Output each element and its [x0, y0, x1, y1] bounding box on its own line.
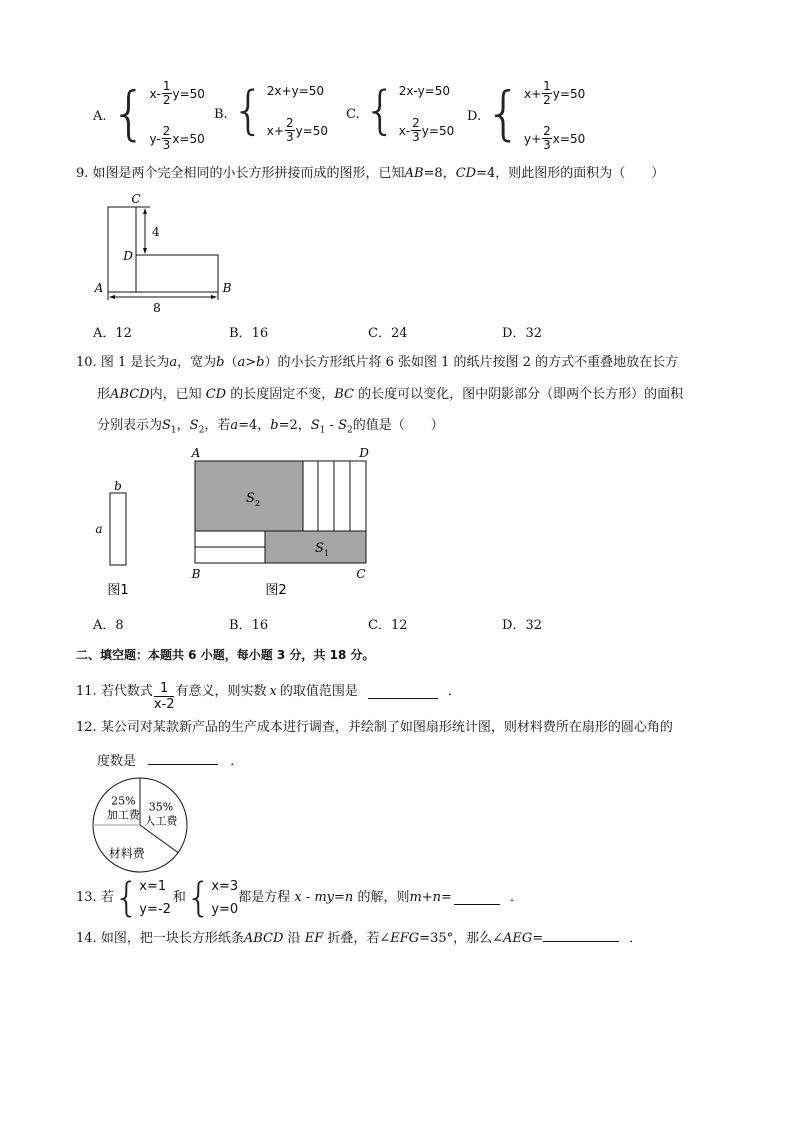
system-1: x=1 y=-2 [139, 879, 171, 917]
label-d: D [123, 249, 133, 263]
q9-option-c[interactable]: C．24 [368, 326, 408, 341]
q10-stem-line2: 形ABCD内，已知 CD 的长度固定不变，BC 的长度可以变化，图中阴影部分（即两个长方形）的面积 [97, 387, 684, 402]
q10-stem-line3: 分别表示为$S_1$，$S_2$，若a=4，b=2，$S_1 - S_2$的值是（ ） [97, 418, 444, 436]
q8-option-d [467, 80, 585, 152]
equation: y- $\frac{2}{3}$ x=50 [149, 124, 205, 152]
strip [350, 461, 366, 531]
q10-option-c[interactable]: C．12 [368, 618, 408, 633]
brace-icon: { [231, 81, 265, 141]
label-b: B [222, 281, 232, 295]
q9-option-a[interactable]: A．12 [93, 326, 132, 341]
label-s2: S [246, 491, 255, 506]
pie-slice-percent: 35% [148, 800, 174, 814]
caption-fig2: 图2 [265, 583, 287, 598]
equation: 2x-y=50 [398, 84, 450, 98]
equation: y+ $\frac{2}{3}$ x=50 [524, 124, 586, 152]
brace-icon: { [363, 81, 397, 141]
q10-option-a[interactable]: A．8 [93, 618, 124, 633]
label-s1: S [315, 541, 324, 556]
option-label: B. [214, 106, 228, 122]
brace-icon: { [185, 875, 212, 921]
q12-stem-line1: 12. 某公司对某款新产品的生产成本进行调查，并绘制了如图扇形统计图，则材料费所在扇形的圆心角的 [76, 720, 673, 735]
pie-slice-label: 加工费 [106, 808, 140, 822]
q10-figure-2 [188, 446, 378, 598]
label-s1-sub: 1 [324, 549, 330, 558]
q12-stem-line2: 度数是 ． [97, 751, 243, 770]
answer-blank[interactable] [368, 685, 438, 699]
brace-icon: { [485, 79, 522, 147]
q10-stem-line1: 10. 图 1 是长为a，宽为b（a>b）的小长方形纸片将 6 张如图 1 的纸片按图 2 的方式不重叠地放在长方 [76, 355, 679, 370]
q8-option-b [214, 81, 329, 144]
equation: x- $\frac{1}{2}$ y=50 [149, 79, 205, 107]
pie-slice-percent: 25% [111, 794, 136, 808]
label-c: C [356, 567, 366, 581]
brace-icon: { [110, 79, 148, 147]
strip [195, 547, 265, 563]
q9-option-b[interactable]: B．16 [229, 326, 269, 341]
q14-stem: 14. 如图，把一块长方形纸条ABCD 沿 EF 折叠，若∠EFG=35°，那么∠AEG= ． [76, 928, 642, 947]
q9-option-d[interactable]: D．32 [502, 326, 542, 341]
pie-chart [90, 775, 190, 875]
q9-figure [88, 190, 238, 315]
option-label: A. [93, 108, 107, 124]
option-label: C. [346, 106, 360, 122]
q10-option-d[interactable]: D．32 [502, 618, 542, 633]
small-rectangle [110, 493, 126, 565]
label-s2-sub: 2 [255, 499, 261, 508]
fraction: $\frac{1}{x-2}$ [153, 681, 175, 712]
strip [334, 461, 350, 531]
label-c: C [131, 192, 141, 206]
strip [195, 531, 265, 547]
q13-stem: 13. 若 { x=1 y=-2 和 { x=3 y=0 都是方程 x - my = n 的解，则 m+n = ． [76, 875, 523, 921]
strip [318, 461, 334, 531]
q10-option-b[interactable]: B．16 [229, 618, 269, 633]
equation: x- $\frac{2}{3}$ y=50 [398, 116, 455, 144]
answer-blank[interactable] [148, 751, 218, 765]
pie-slice-label: 人工费 [144, 814, 178, 828]
label-a: a [95, 522, 103, 536]
label-d: D [359, 446, 369, 460]
label-a: A [191, 446, 201, 460]
strip [303, 461, 318, 531]
brace-icon: { [113, 875, 140, 921]
caption-fig1: 图1 [107, 583, 129, 598]
system-2: x=3 y=0 [211, 879, 239, 917]
label-cd-length: 4 [152, 225, 160, 239]
q9-stem: 9. 如图是两个完全相同的小长方形拼接而成的图形，已知AB=8，CD=4，则此图形的面积为（ ） [76, 166, 665, 181]
q8-option-c [346, 81, 455, 144]
q8-option-a [93, 80, 205, 152]
section-title: 二、填空题：本题共 6 小题，每小题 3 分，共 18 分。 [76, 648, 375, 662]
equation: x+ $\frac{1}{2}$ y=50 [524, 79, 586, 107]
label-b: b [114, 479, 122, 493]
equation: x+ $\frac{2}{3}$ y=50 [266, 116, 329, 144]
label-b: B [191, 567, 201, 581]
option-label: D. [467, 108, 482, 124]
q11-stem: 11. 若代数式 $\frac{1}{x-2}$ 有意义，则实数 x 的取值范围是 ． [76, 681, 461, 712]
wide-rectangle [136, 255, 218, 292]
answer-blank[interactable] [454, 891, 500, 905]
answer-blank[interactable] [543, 928, 619, 942]
label-ab-length: 8 [153, 301, 161, 315]
q10-figure-1 [88, 478, 148, 598]
equation: 2x+y=50 [266, 84, 324, 98]
label-a: A [94, 281, 104, 295]
pie-slice-label: 材料费 [108, 846, 145, 861]
